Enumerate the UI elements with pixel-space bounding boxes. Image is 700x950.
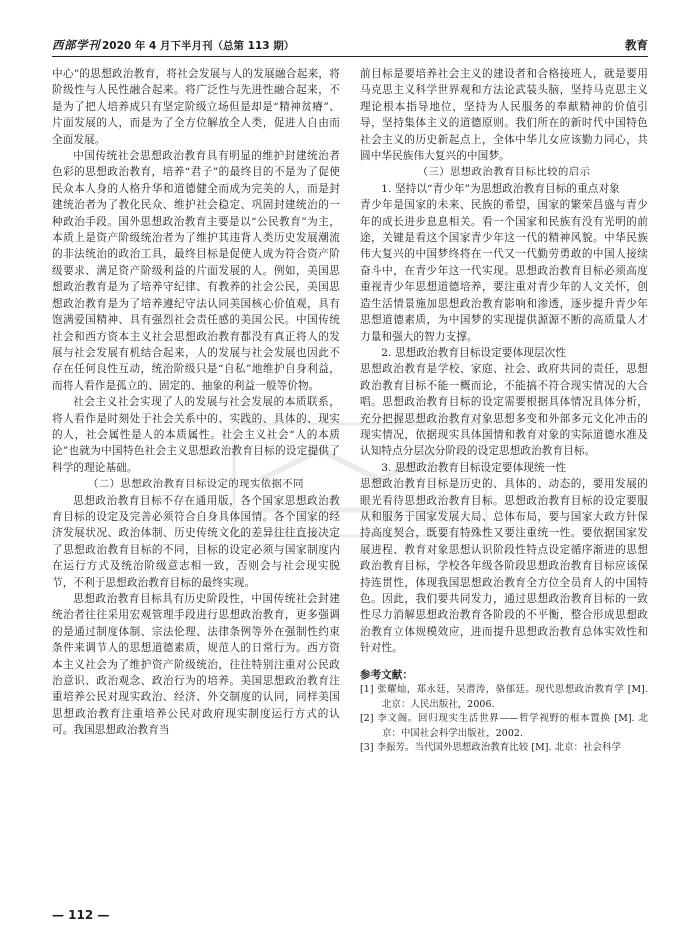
page-header [52, 34, 648, 57]
reference-item: [3] 李振芳。当代国外思想政治教育比较 [M]. 北京：社会科学 [360, 742, 622, 754]
body-paragraph: 思想政治教育目标具有历史阶段性，中国传统社会封建统治者往往采用宏观管理手段进行思想政治教育，更多强调的是通过制度体制、宗法伦理、法律条例等外在强制性约束条件来调节人的思想道德素质，规范人的日常行为。西方资本主义社会为了维护资产阶级统治，往往特别注重对公民政治意识、政治观念、政治行为的培养。美国思想政治教育注重培养公民对现实政治、经济、外交制度的认同，同样美国思想政治教育注重培养公民对政府现实制度运行方式的认可。我国思想政治教育当 [52, 593, 340, 737]
reference-item: [1] 张耀灿，郑永廷，吴潜涛，骆郁廷。现代思想政治教育学 [M]. 北京：人民出版社，2006. [360, 684, 648, 710]
left-column [52, 66, 340, 896]
body-paragraph: 青少年是国家的未来、民族的希望，国家的繁荣昌盛与青少年的成长进步息息相关。看一个国家和民族有没有光明的前途，关键是看这个国家青少年这一代的精神风貌。中华民族伟大复兴的中国梦终将在一代又一代勤劳勇敢的中国人接续奋斗中，在青少年这一代实现。思想政治教育目标必须高度重视青少年思想道德培养，要注重对青少年的人文关怀，创造生活情景施加思想政治教育影响和渗透，逐步提升青少年思想道德素质，为中国梦的实现提供源源不断的高质量人才力量和强大的智力支撑。 [360, 199, 648, 343]
references-heading: 参考文献： [360, 668, 413, 681]
body-paragraph: 1. 坚持以“青少年”为思想政治教育目标的重点对象 [381, 182, 620, 195]
body-paragraph: 思想政治教育目标是历史的、具体的、动态的，要用发展的眼光看待思想政治教育目标。思想政治教育目标的设定要服从和服务于国家发展大局、总体布局，要与国家大政方针保持高度契合，既要有特殊性又要注重统一性。要依据国家发展进程、教育对象思想认识阶段性特点设定循序渐进的思想政治教育目标，学校各年级各阶段思想政治教育目标应该保持连贯性，体现我国思想政治教育全方位全员育人的中国特色。因此，我们要共同发力，通过思想政治教育目标的一致性尽力消解思想政治教育各阶段的不平衡，整合形成思想政治教育立体规模效应，进而提升思想政治教育总体实效性和针对性。 [360, 478, 648, 655]
reference-item: [2] 李文阁。回归现实生活世界——哲学视野的根本置换 [M]. 北京：中国社会科学出版社，2002. [360, 713, 648, 739]
body-paragraph: 中心”的思想政治教育，将社会发展与人的发展融合起来，将阶级性与人民性融合起来。将广泛性与先进性融合起来，不是为了把人培养成只有坚定阶级立场但是却是“精神贫瘠”、片面发展的人，而是为了全方位解放全人类，促进人自由而全面发展。 [52, 68, 340, 146]
section-subheading: （二）思想政治教育目标设定的现实依据不同 [88, 478, 304, 491]
body-paragraph: 社会主义社会实现了人的发展与社会发展的本质联系，将人看作是时刻处于社会关系中的、实践的、具体的、现实的人，社会属性是人的本质属性。社会主义社会“人的本质论”也就为中国特色社会主义思想政治教育目标的设定提供了科学的理论基础。 [52, 396, 340, 474]
body-paragraph: 思想政治教育是学校、家庭、社会、政府共同的责任，思想政治教育目标不能一概而论，不能搞不符合现实情况的大合唱。思想政治教育目标的设定需要根据具体情况具体分析，充分把握思想政治教育对象思想多变和外部多元文化冲击的现实情况，依据现实具体国情和教育对象的实际道德水准及认知特点分层次分阶段的设定思想政治教育目标。 [360, 363, 648, 458]
section-name: 教育 [625, 38, 648, 52]
issue-info: 2020 年 4 月下半月刊（总第 113 期） [102, 40, 295, 52]
body-paragraph: 思想政治教育目标不存在通用版，各个国家思想政治教育目标的设定及完善必须符合自身具体国情。各个国家的经济发展状况、政治体制、历史传统文化的差异往往直接决定了思想政治教育目标的不同，目标的设定必须与国家制度内在运行方式及统治阶级意志相一致，否则会与社会现实脱节，不利于思想政治教育目标的最终实现。 [52, 494, 340, 589]
right-column [360, 66, 648, 896]
body-paragraph: 前目标是要培养社会主义的建设者和合格接班人，就是要用马克思主义科学世界观和方法论武装头脑，坚持马克思主义理论根本指导地位，坚持为人民服务的奉献精神的价值引导，坚持集体主义的道德原则。我们所在的新时代中国特色社会主义的历史新起点上，全体中华儿女应该勤力同心，共圆中华民族伟大复兴的中国梦。 [360, 68, 648, 163]
body-paragraph: 3. 思想政治教育目标设定要体现统一性 [381, 461, 567, 474]
page-number: — 112 — [52, 908, 110, 922]
body-paragraph: 中国传统社会思想政治教育具有明显的维护封建统治者色彩的思想政治教育，培养“君子”的最终目的不是为了促使民众本人身的人格升华和道德健全而成为完美的人，而是封建统治者为了教化民众、维护社会稳定、巩固封建统治的一种政治手段。国外思想政治教育主要是以“公民教育”为主，本质上是资产阶级统治者为了维护其违背人类历史发展潮流的非法统治的政治工具，最终目标是促使人成为符合资产阶级要求、满足资产阶级利益的片面发展的人。例如，美国思想政治教育是为了培养守纪律、有教养的社会公民，美国思想政治教育是为了培养遵纪守法认同美国核心价值观，具有饱满爱国精神、具有强烈社会责任感的美国公民。中国传统社会和西方资本主义社会思想政治教育都没有真正将人的发展与社会发展有机结合起来，人的发展与社会发展也因此不存在任何良性互动，统治阶级只是“自私”地维护自身利益，而将人看作是孤立的、固定的、抽象的利益一般等价物。 [52, 150, 340, 392]
header-left [52, 37, 294, 56]
body-paragraph: 2. 思想政治教育目标设定要体现层次性 [381, 346, 567, 359]
journal-name: 西部学刊 [52, 38, 100, 52]
section-subheading: （三）思想政治教育目标比较的启示 [417, 166, 591, 179]
